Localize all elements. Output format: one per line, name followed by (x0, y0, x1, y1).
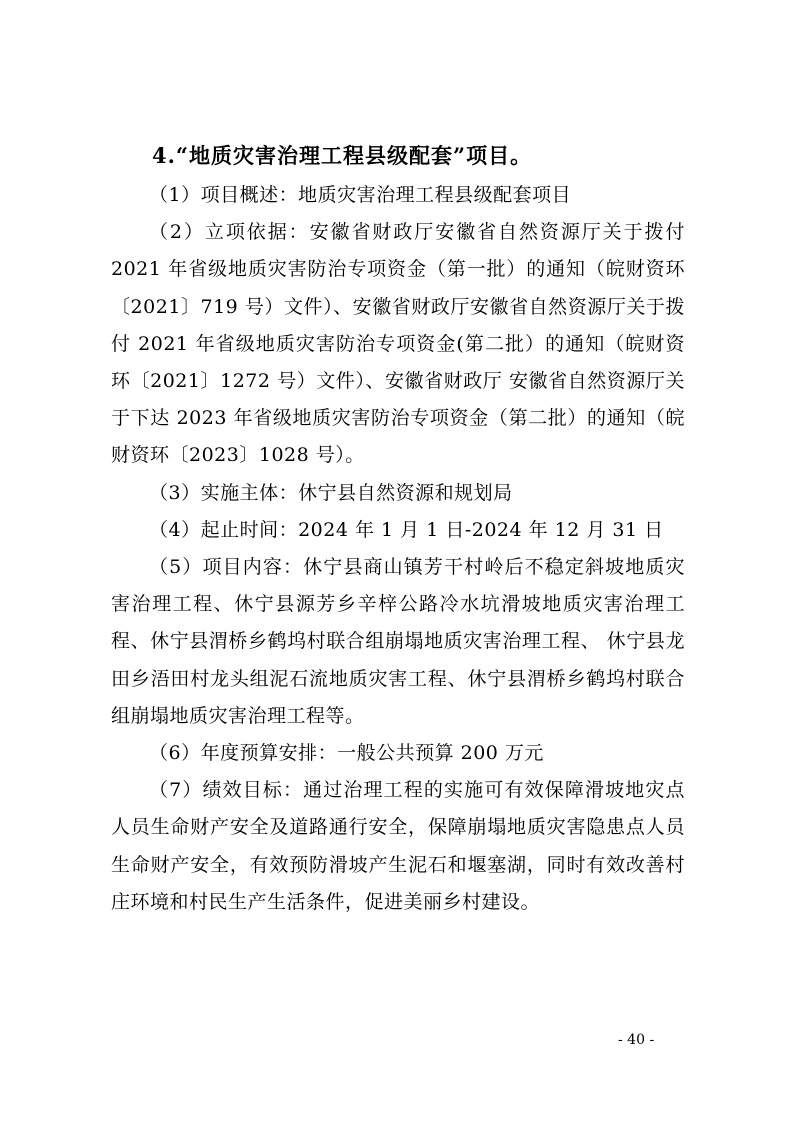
section-heading: 4.“地质灾害治理工程县级配套”项目。 (152, 143, 533, 168)
paragraph-goal: （7）绩效目标：通过治理工程的实施可有效保障滑坡地灾点人员生命财产安全及道路通行安全，保障崩塌地质灾害隐患点人员生命财产安全，有效预防滑坡产生泥石和堰塞湖，同时有效改善村庄环境和村民生产生活条件，促进美丽乡村建设。 (111, 779, 685, 913)
paragraph-budget: （6）年度预算安排：一般公共预算 200 万元 (149, 742, 544, 765)
paragraph-overview: （1）项目概述：地质灾害治理工程县级配套项目 (149, 184, 572, 206)
paragraph-period: （4）起止时间：2024 年 1 月 1 日-2024 年 12 月 31 日 (149, 518, 664, 541)
paragraph-content: （5）项目内容：休宁县商山镇芳干村岭后不稳定斜坡地质灾害治理工程、休宁县源芳乡辛梓公路冷水坑滑坡地质灾害治理工程、休宁县渭桥乡鹤坞村联合组崩塌地质灾害治理工程、 休宁县龙田乡浯田村龙头组泥石流地质灾害工程、休宁县渭桥乡鹤坞村联合组崩塌地质灾害治理工程等。 (111, 556, 685, 727)
page-number: - 40 - (618, 1032, 655, 1048)
body-text (111, 177, 685, 921)
paragraph-basis: （2）立项依据：安徽省财政厅安徽省自然资源厅关于拨付 2021 年省级地质灾害防治专项资金（第一批）的通知（皖财资环〔2021〕719 号）文件）、安徽省财政厅安徽省自然资源厅关于拨付 2021 年省级地质灾害防治专项资金(第二批）的通知（皖财资环〔2021〕1272 号）文件）、安徽省财政厅 安徽省自然资源厅关于下达 2023 年省级地质灾害防治专项资金（第二批）的通知（皖财资环〔2023〕1028 号）。 (111, 221, 685, 467)
paragraph-implementer: （3）实施主体：休宁县自然资源和规划局 (149, 481, 513, 504)
